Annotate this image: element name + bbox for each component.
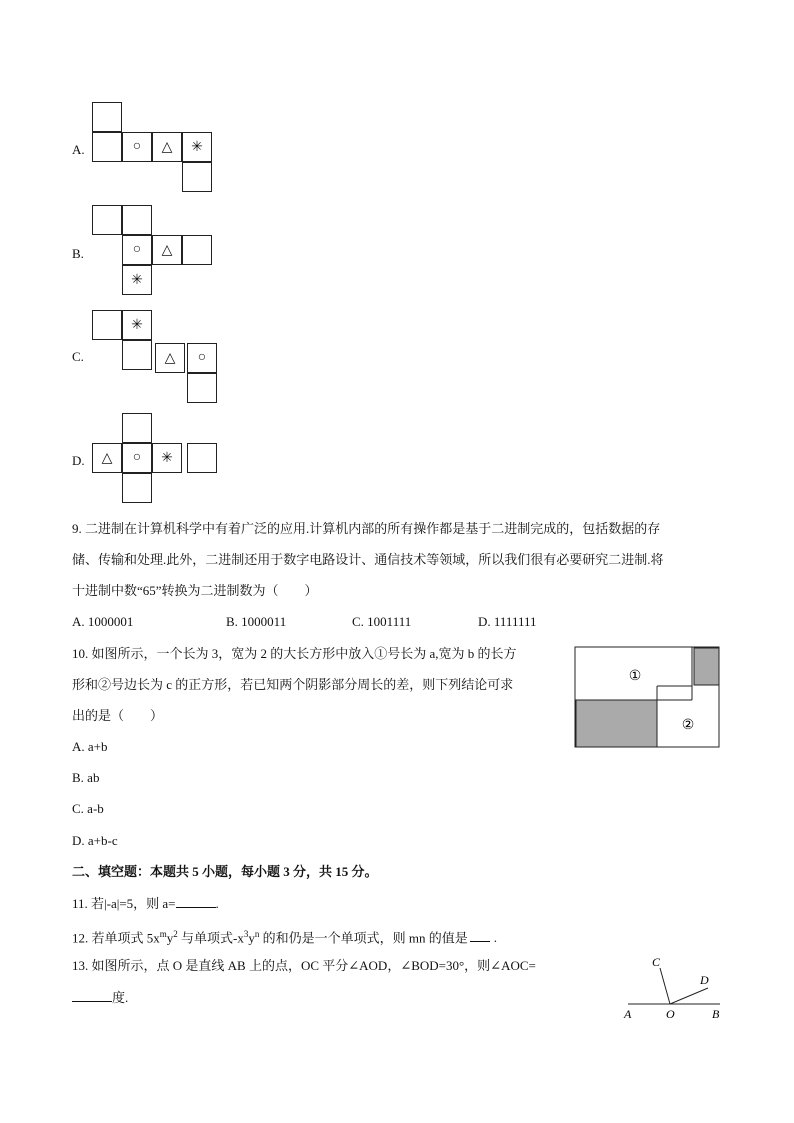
option-label: A. [72, 142, 85, 157]
option-label: C. [72, 349, 84, 364]
circle-icon: ○ [132, 242, 142, 257]
net-cell [187, 443, 217, 473]
star-icon: ✳ [131, 317, 143, 333]
net-cell [122, 473, 152, 503]
question-text: y [248, 930, 255, 946]
circle-icon: ○ [197, 350, 207, 365]
net-cell [92, 205, 122, 235]
question-text-line2 [72, 989, 128, 1006]
question-text: 13. 如图所示，点 O 是直线 AB 上的点，OC 平分∠AOD，∠BOD=30°，则∠AOC= [72, 958, 536, 973]
net-cell [122, 413, 152, 443]
choice-a: A. a+b [72, 739, 108, 754]
label-o: O [666, 1007, 675, 1021]
exponent: 2 [173, 929, 178, 939]
option-label: B. [72, 246, 84, 261]
net-cell [182, 162, 212, 192]
section-title: 二、填空题：本题共 5 小题，每小题 3 分，共 15 分。 [72, 864, 378, 879]
circle-icon: ○ [132, 139, 142, 154]
answer-blank [72, 989, 112, 1002]
net-cell [187, 373, 217, 403]
question-text: 12. 若单项式 5x [72, 930, 160, 946]
choice-c: C. a-b [72, 801, 104, 816]
choice-d: D. 1111111 [478, 614, 537, 629]
question-text: 9. 二进制在计算机科学中有着广泛的应用.计算机内部的所有操作都是基于二进制完成的，包括数据的存 [72, 521, 661, 536]
triangle-icon: △ [164, 350, 176, 366]
label-c: C [652, 955, 661, 969]
question-12 [72, 926, 497, 946]
question-text: 与单项式-x [177, 930, 244, 946]
question-text: 度. [112, 990, 129, 1005]
question-text: 10. 如图所示，一个长为 3，宽为 2 的大长方形中放入①号长为 a,宽为 b 的长方 [72, 646, 517, 661]
circle-icon: ○ [132, 450, 142, 465]
question-text: 的和仍是一个单项式，则 mn 的值是 [259, 930, 468, 946]
triangle-icon: △ [161, 242, 173, 258]
triangle-icon: △ [101, 450, 113, 466]
choice-d: D. a+b-c [72, 833, 118, 848]
question-text: 十进制中数“65”转换为二进制数为（ ） [72, 583, 318, 598]
net-cell [92, 310, 122, 340]
exponent: 3 [243, 929, 249, 939]
exponent: m [159, 929, 167, 939]
label-a: A [624, 1007, 632, 1021]
question-text: y [166, 930, 174, 946]
option-label: D. [72, 453, 85, 468]
star-icon: ✳ [131, 272, 143, 288]
question-11 [72, 895, 219, 912]
figure-label-2: ② [681, 718, 695, 733]
question-text: 11. 若|-a|=5，则 a= [72, 896, 176, 911]
net-cell [182, 235, 212, 265]
label-d: D [700, 973, 709, 987]
answer-blank [470, 929, 490, 942]
question-text: . [215, 896, 219, 911]
label-b: B [712, 1007, 720, 1021]
choice-a: A. 1000001 [72, 614, 134, 629]
question-text: . [493, 930, 497, 946]
angle-figure [618, 952, 728, 1024]
choice-b: B. 1000011 [226, 614, 287, 629]
question-text: 储、传输和处理.此外，二进制还用于数字电路设计、通信技术等领域，所以我们很有必要研究二进制.将 [72, 552, 664, 567]
net-cell [122, 205, 152, 235]
choice-c: C. 1001111 [352, 614, 412, 629]
rectangle-figure [574, 646, 722, 750]
net-cell [122, 340, 152, 370]
answer-blank [176, 895, 216, 908]
star-icon: ✳ [191, 139, 203, 155]
star-icon: ✳ [161, 450, 173, 466]
figure-label-1: ① [628, 669, 642, 684]
question-text: 形和②号边长为 c 的正方形，若已知两个阴影部分周长的差，则下列结论可求 [72, 677, 514, 692]
question-text: 出的是（ ） [72, 708, 164, 723]
net-cell [92, 132, 122, 162]
exponent: n [254, 929, 260, 939]
choice-b: B. ab [72, 770, 100, 785]
triangle-icon: △ [161, 139, 173, 155]
net-cell [92, 102, 122, 132]
